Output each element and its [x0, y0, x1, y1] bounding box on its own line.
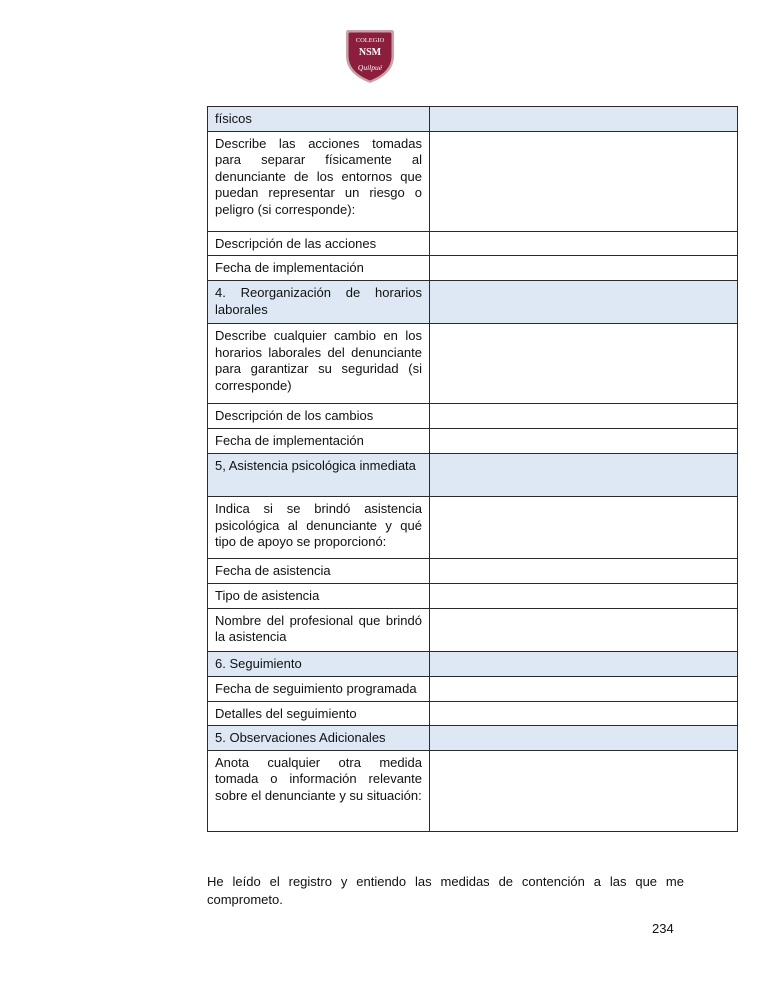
row-label: Describe las acciones tomadas para separar físicamente al denunciante de los entornos que puedan representar un riesgo o peligro (si corresponde):	[208, 131, 430, 231]
table-row	[208, 404, 738, 429]
row-label: Describe cualquier cambio en los horarios laborales del denunciante para garantizar su seguridad (si corresponde)	[208, 324, 430, 404]
table-row	[208, 651, 738, 676]
row-label: Anota cualquier otra medida tomada o información relevante sobre el denunciante y su situación:	[208, 750, 430, 831]
table-row	[208, 324, 738, 404]
response-cell[interactable]	[430, 726, 738, 751]
response-cell[interactable]	[430, 231, 738, 256]
table-row	[208, 497, 738, 559]
table-row	[208, 107, 738, 132]
table-row	[208, 281, 738, 324]
response-cell[interactable]	[430, 497, 738, 559]
row-label: Indica si se brindó asistencia psicológica al denunciante y qué tipo de apoyo se proporcionó:	[208, 497, 430, 559]
table-row	[208, 429, 738, 454]
row-label: Descripción de las acciones	[208, 231, 430, 256]
page-number: 234	[652, 921, 674, 936]
table-row	[208, 131, 738, 231]
row-label: Descripción de los cambios	[208, 404, 430, 429]
row-label: 6. Seguimiento	[208, 651, 430, 676]
response-cell[interactable]	[430, 608, 738, 651]
response-cell[interactable]	[430, 559, 738, 584]
containment-measures-table	[207, 106, 738, 832]
table-row	[208, 231, 738, 256]
response-cell[interactable]	[430, 676, 738, 701]
table-row	[208, 583, 738, 608]
row-label: físicos	[208, 107, 430, 132]
logo-line1: COLEGIO	[355, 37, 385, 44]
response-cell[interactable]	[430, 583, 738, 608]
response-cell[interactable]	[430, 429, 738, 454]
table-row	[208, 726, 738, 751]
row-label: Fecha de implementación	[208, 256, 430, 281]
response-cell[interactable]	[430, 750, 738, 831]
table-row	[208, 454, 738, 497]
row-label: Nombre del profesional que brindó la asistencia	[208, 608, 430, 651]
table-row	[208, 750, 738, 831]
row-label: Fecha de implementación	[208, 429, 430, 454]
response-cell[interactable]	[430, 454, 738, 497]
row-label: Fecha de asistencia	[208, 559, 430, 584]
response-cell[interactable]	[430, 324, 738, 404]
row-label: 4. Reorganización de horarios laborales	[208, 281, 430, 324]
table-row	[208, 256, 738, 281]
response-cell[interactable]	[430, 107, 738, 132]
school-crest-logo	[342, 26, 398, 84]
row-label: Tipo de asistencia	[208, 583, 430, 608]
logo-line3: Quilpué	[357, 63, 383, 72]
response-cell[interactable]	[430, 701, 738, 726]
response-cell[interactable]	[430, 256, 738, 281]
logo-line2: NSM	[358, 47, 382, 58]
table-row	[208, 608, 738, 651]
response-cell[interactable]	[430, 281, 738, 324]
acknowledgement-statement: He leído el registro y entiendo las medidas de contención a las que me comprometo.	[207, 874, 684, 907]
row-label: Detalles del seguimiento	[208, 701, 430, 726]
row-label: Fecha de seguimiento programada	[208, 676, 430, 701]
row-label: 5, Asistencia psicológica inmediata	[208, 454, 430, 497]
response-cell[interactable]	[430, 404, 738, 429]
table-row	[208, 701, 738, 726]
response-cell[interactable]	[430, 131, 738, 231]
row-label: 5. Observaciones Adicionales	[208, 726, 430, 751]
table-row	[208, 676, 738, 701]
table-row	[208, 559, 738, 584]
response-cell[interactable]	[430, 651, 738, 676]
